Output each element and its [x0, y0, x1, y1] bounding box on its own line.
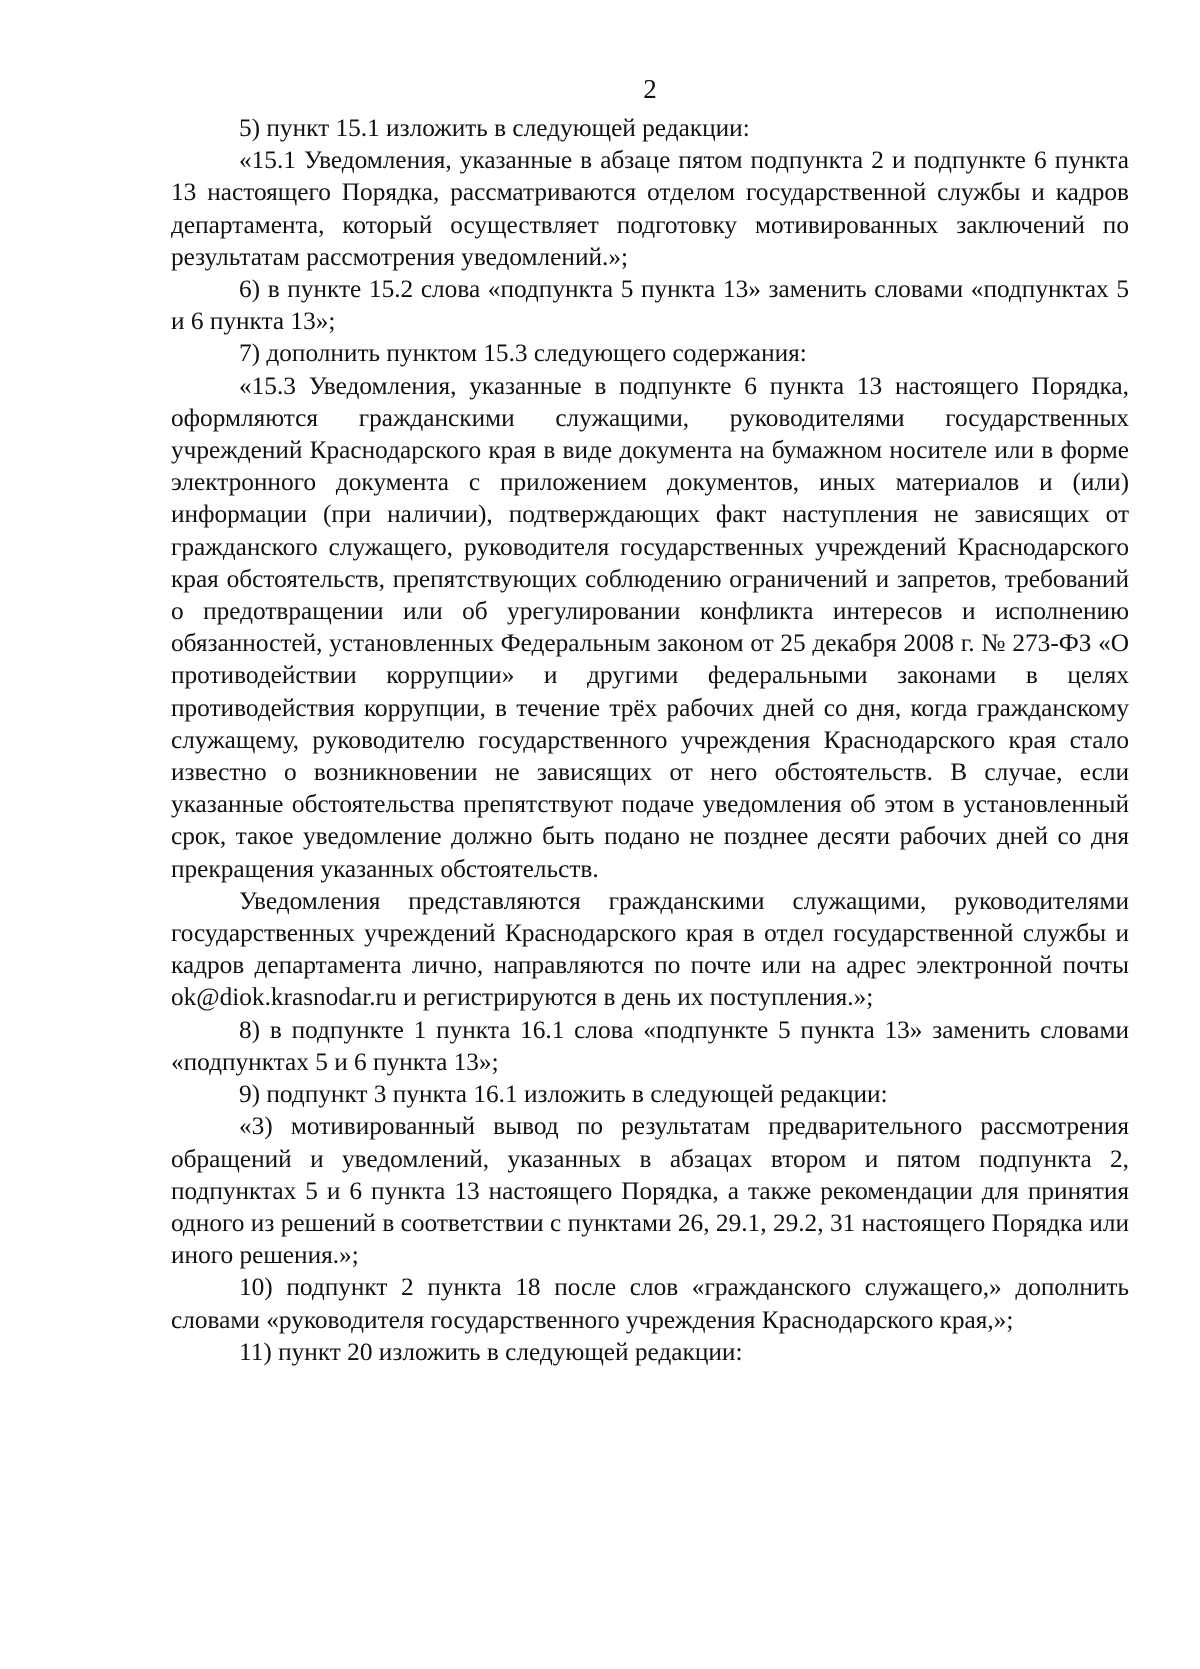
paragraph-item-8: 8) в подпункте 1 пункта 16.1 слова «подпункте 5 пункта 13» заменить словами «подпунктах 5 и 6 пункта 13»;: [171, 1015, 1129, 1076]
paragraph-item-10: 10) подпункт 2 пункта 18 после слов «гражданского служащего,» дополнить словами «руководителя государственного учреждения Краснодарского края,»;: [171, 1273, 1129, 1334]
paragraph-item-9: 9) подпункт 3 пункта 16.1 изложить в следующей редакции:: [239, 1080, 888, 1109]
paragraph-clause-15-3: «15.3 Уведомления, указанные в подпункте 6 пункта 13 настоящего Порядка, оформляются гражданскими служащими, руководителями государственных учреждений Краснодарского края в виде документа на бумажном носителе или в форме электронного документа с приложением документов, иных материалов и (или) информации (при наличии), подтверждающих факт наступления не зависящих от гражданского служащего, руководителя государственных учреждений Краснодарского края обстоятельств, препятствующих соблюдению ограничений и запретов, требований о предотвращении или об урегулировании конфликта интересов и исполнению обязанностей, установленных Федеральным законом от 25 декабря 2008 г. № 273-ФЗ «О противодействии коррупции» и другими федеральными законами в целях противодействия коррупции, в течение трёх рабочих дней со дня, когда гражданскому служащему, руководителю государственного учреждения Краснодарского края стало известно о возникновении не зависящих от него обстоятельств. В случае, если указанные обстоятельства препятствуют подаче уведомления об этом в установленный срок, такое уведомление должно быть подано не позднее десяти рабочих дней со дня прекращения указанных обстоятельств.: [171, 371, 1129, 883]
paragraph-clause-15-1: «15.1 Уведомления, указанные в абзаце пятом подпункта 2 и подпункте 6 пункта 13 настоящего Порядка, рассматриваются отделом государственной службы и кадров департамента, который осуществляет подготовку мотивированных заключений по результатам рассмотрения уведомлений.»;: [171, 146, 1129, 271]
paragraph-item-5: 5) пункт 15.1 изложить в следующей редакции:: [239, 114, 750, 142]
paragraph-item-7: 7) дополнить пунктом 15.3 следующего содержания:: [239, 339, 807, 368]
page-number: 2: [643, 74, 657, 104]
document-body: [171, 112, 1129, 1368]
paragraph-item-11: 11) пункт 20 изложить в следующей редакции:: [239, 1337, 743, 1366]
paragraph-item-6: 6) в пункте 15.2 слова «подпункта 5 пункта 13» заменить словами «подпунктах 5 и 6 пункта 13»;: [171, 275, 1129, 336]
paragraph-subclause-3: «3) мотивированный вывод по результатам предварительного рассмотрения обращений и уведомлений, указанных в абзацах втором и пятом подпункта 2, подпунктах 5 и 6 пункта 13 настоящего Порядка, а также рекомендации для принятия одного из решений в соответствии с пунктами 26, 29.1, 29.2, 31 настоящего Порядка или иного решения.»;: [171, 1112, 1129, 1270]
paragraph-notifications-submission: Уведомления представляются гражданскими служащими, руководителями государственных учреждений Краснодарского края в отдел государственной службы и кадров департамента лично, направляются по почте или на адрес электронной почты ok@diok.krasnodar.ru и регистрируются в день их поступления.»;: [171, 886, 1129, 1012]
